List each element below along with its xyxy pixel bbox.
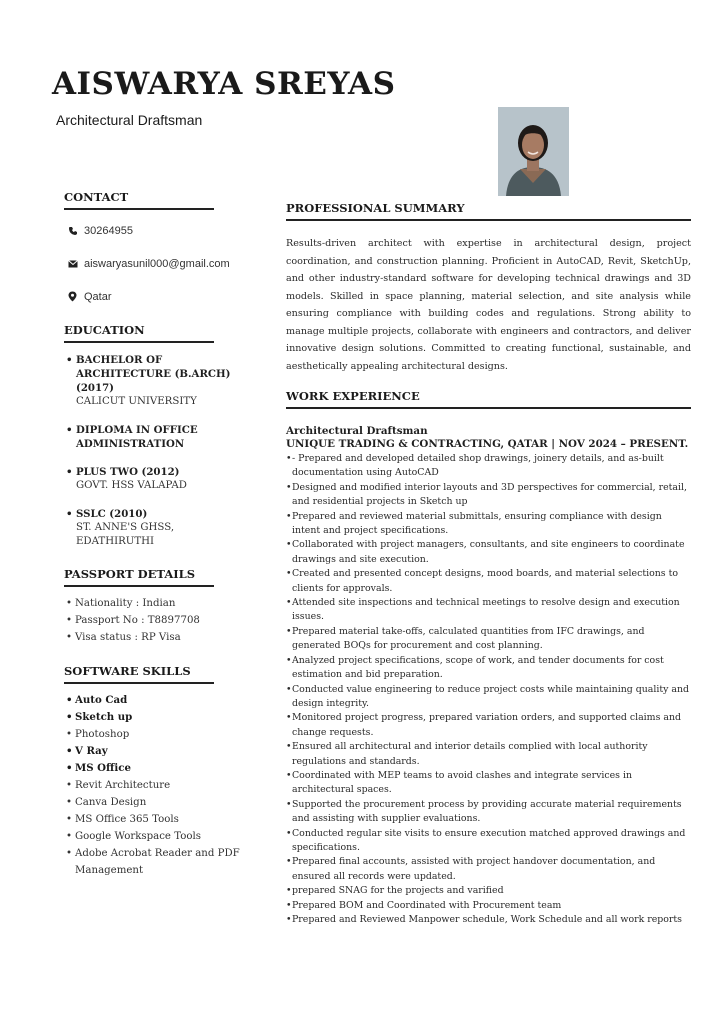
- work-bullet: • Collaborated with project managers, consultants, and site engineers to coordinate drawings and site execution.: [286, 538, 691, 567]
- phone-icon: [68, 226, 82, 236]
- software-item: • Photoshop: [66, 726, 244, 743]
- work-bullet: • Conducted value engineering to reduce project costs while maintaining quality and design integrity.: [286, 683, 691, 712]
- software-item: • V Ray: [66, 743, 244, 760]
- work-bullet: • Prepared final accounts, assisted with project handover documentation, and ensured all records were updated.: [286, 855, 691, 884]
- education-item: [66, 465, 244, 493]
- work-experience-heading: WORK EXPERIENCE: [286, 389, 691, 409]
- summary-text: Results-driven architect with expertise in architectural design, project coordination, and construction planning. Proficient in AutoCAD, Revit, SketchUp, and other industry-standard software for developing technical drawings and 3D models. Skilled in space planning, material selection, and site analysis while ensuring compliance with building codes and regulations. Strong ability to manage multiple projects, collaborate with engineers and contractors, and deliver innovative design solutions. Committed to creating functional, sustainable, and aesthetically appealing architectural designs.: [286, 238, 691, 372]
- software-item: • Google Workspace Tools: [66, 828, 244, 845]
- work-bullet: • Prepared BOM and Coordinated with Procurement team: [286, 899, 691, 913]
- software-item: • MS Office: [66, 760, 244, 777]
- right-column: [286, 201, 691, 927]
- software-item: • Sketch up: [66, 709, 244, 726]
- education-item: [66, 507, 244, 549]
- profile-photo: [498, 107, 569, 196]
- software-list: [66, 692, 244, 879]
- contact-location: [68, 280, 244, 313]
- passport-nationality: • Nationality : Indian: [66, 595, 244, 612]
- work-bullet: • Analyzed project specifications, scope of work, and tender documents for cost estimation and bid preparation.: [286, 654, 691, 683]
- passport-visa-status: • Visa status : RP Visa: [66, 629, 244, 646]
- education-school: CALICUT UNIVERSITY: [76, 396, 197, 407]
- work-bullet: • Conducted regular site visits to ensure execution matched approved drawings and specifications.: [286, 827, 691, 856]
- education-school: GOVT. HSS VALAPAD: [76, 480, 187, 491]
- location-pin-icon: [68, 291, 82, 302]
- work-bullet: • Prepared material take-offs, calculated quantities from IFC drawings, and generated BOQs for procurement and cost planning.: [286, 625, 691, 654]
- passport-number: • Passport No : T8897708: [66, 612, 244, 629]
- location-text: Qatar: [84, 290, 112, 303]
- contact-phone: [68, 214, 244, 247]
- work-bullet: • Designed and modified interior layouts and 3D perspectives for commercial, retail, and residential projects in Sketch up: [286, 481, 691, 510]
- email-address[interactable]: aiswaryasunil000@gmail.com: [84, 257, 230, 270]
- email-icon: [68, 260, 82, 268]
- work-bullet: • Ensured all architectural and interior details complied with local authority regulations and standards.: [286, 740, 691, 769]
- work-bullet: • Attended site inspections and technical meetings to resolve design and execution issues.: [286, 596, 691, 625]
- summary-heading: PROFESSIONAL SUMMARY: [286, 201, 691, 221]
- passport-heading: PASSPORT DETAILS: [64, 567, 214, 587]
- software-item: • Revit Architecture: [66, 777, 244, 794]
- education-degree: • SSLC (2010): [76, 508, 148, 520]
- work-bullet: • - Prepared and developed detailed shop drawings, joinery details, and as-built documentation using AutoCAD: [286, 452, 691, 481]
- contact-email: [68, 247, 244, 280]
- work-bullet: • Supported the procurement process by providing accurate material requirements and assisting with supplier evaluations.: [286, 798, 691, 827]
- education-degree: • BACHELOR OF ARCHITECTURE (B.ARCH) (2017): [76, 354, 231, 394]
- resume-role: Architectural Draftsman: [56, 112, 203, 128]
- work-bullet: • Coordinated with MEP teams to avoid clashes and integrate services in architectural spaces.: [286, 769, 691, 798]
- job-title: Architectural Draftsman: [286, 425, 428, 437]
- education-item: [66, 423, 244, 451]
- software-item: • Canva Design: [66, 794, 244, 811]
- left-column: [64, 190, 244, 879]
- education-school: ST. ANNE'S GHSS, EDATHIRUTHI: [76, 522, 175, 547]
- resume-name: AISWARYA SREYAS: [52, 66, 396, 102]
- job-company: UNIQUE TRADING & CONTRACTING, QATAR | NOV 2024 – PRESENT.: [286, 438, 689, 450]
- education-heading: EDUCATION: [64, 323, 214, 343]
- passport-list: [66, 595, 244, 646]
- software-item: • Auto Cad: [66, 692, 244, 709]
- education-item: [66, 353, 244, 409]
- software-heading: SOFTWARE SKILLS: [64, 664, 214, 684]
- software-item: • Adobe Acrobat Reader and PDF Management: [66, 845, 244, 879]
- education-list: [64, 353, 244, 549]
- contact-heading: CONTACT: [64, 190, 214, 210]
- work-bullet: • Prepared and Reviewed Manpower schedule, Work Schedule and all work reports: [286, 913, 691, 927]
- education-degree: • PLUS TWO (2012): [76, 466, 180, 478]
- work-bullet: • prepared SNAG for the projects and varified: [286, 884, 691, 898]
- education-degree: • DIPLOMA IN OFFICE ADMINISTRATION: [76, 424, 198, 450]
- work-bullet: • Prepared and reviewed material submittals, ensuring compliance with design intent and project specifications.: [286, 510, 691, 539]
- work-bullet: • Monitored project progress, prepared variation orders, and supported claims and change requests.: [286, 711, 691, 740]
- work-bullets: [286, 452, 691, 927]
- work-bullet: • Created and presented concept designs, mood boards, and material selections to clients for approvals.: [286, 567, 691, 596]
- phone-number: 30264955: [84, 224, 133, 237]
- software-item: • MS Office 365 Tools: [66, 811, 244, 828]
